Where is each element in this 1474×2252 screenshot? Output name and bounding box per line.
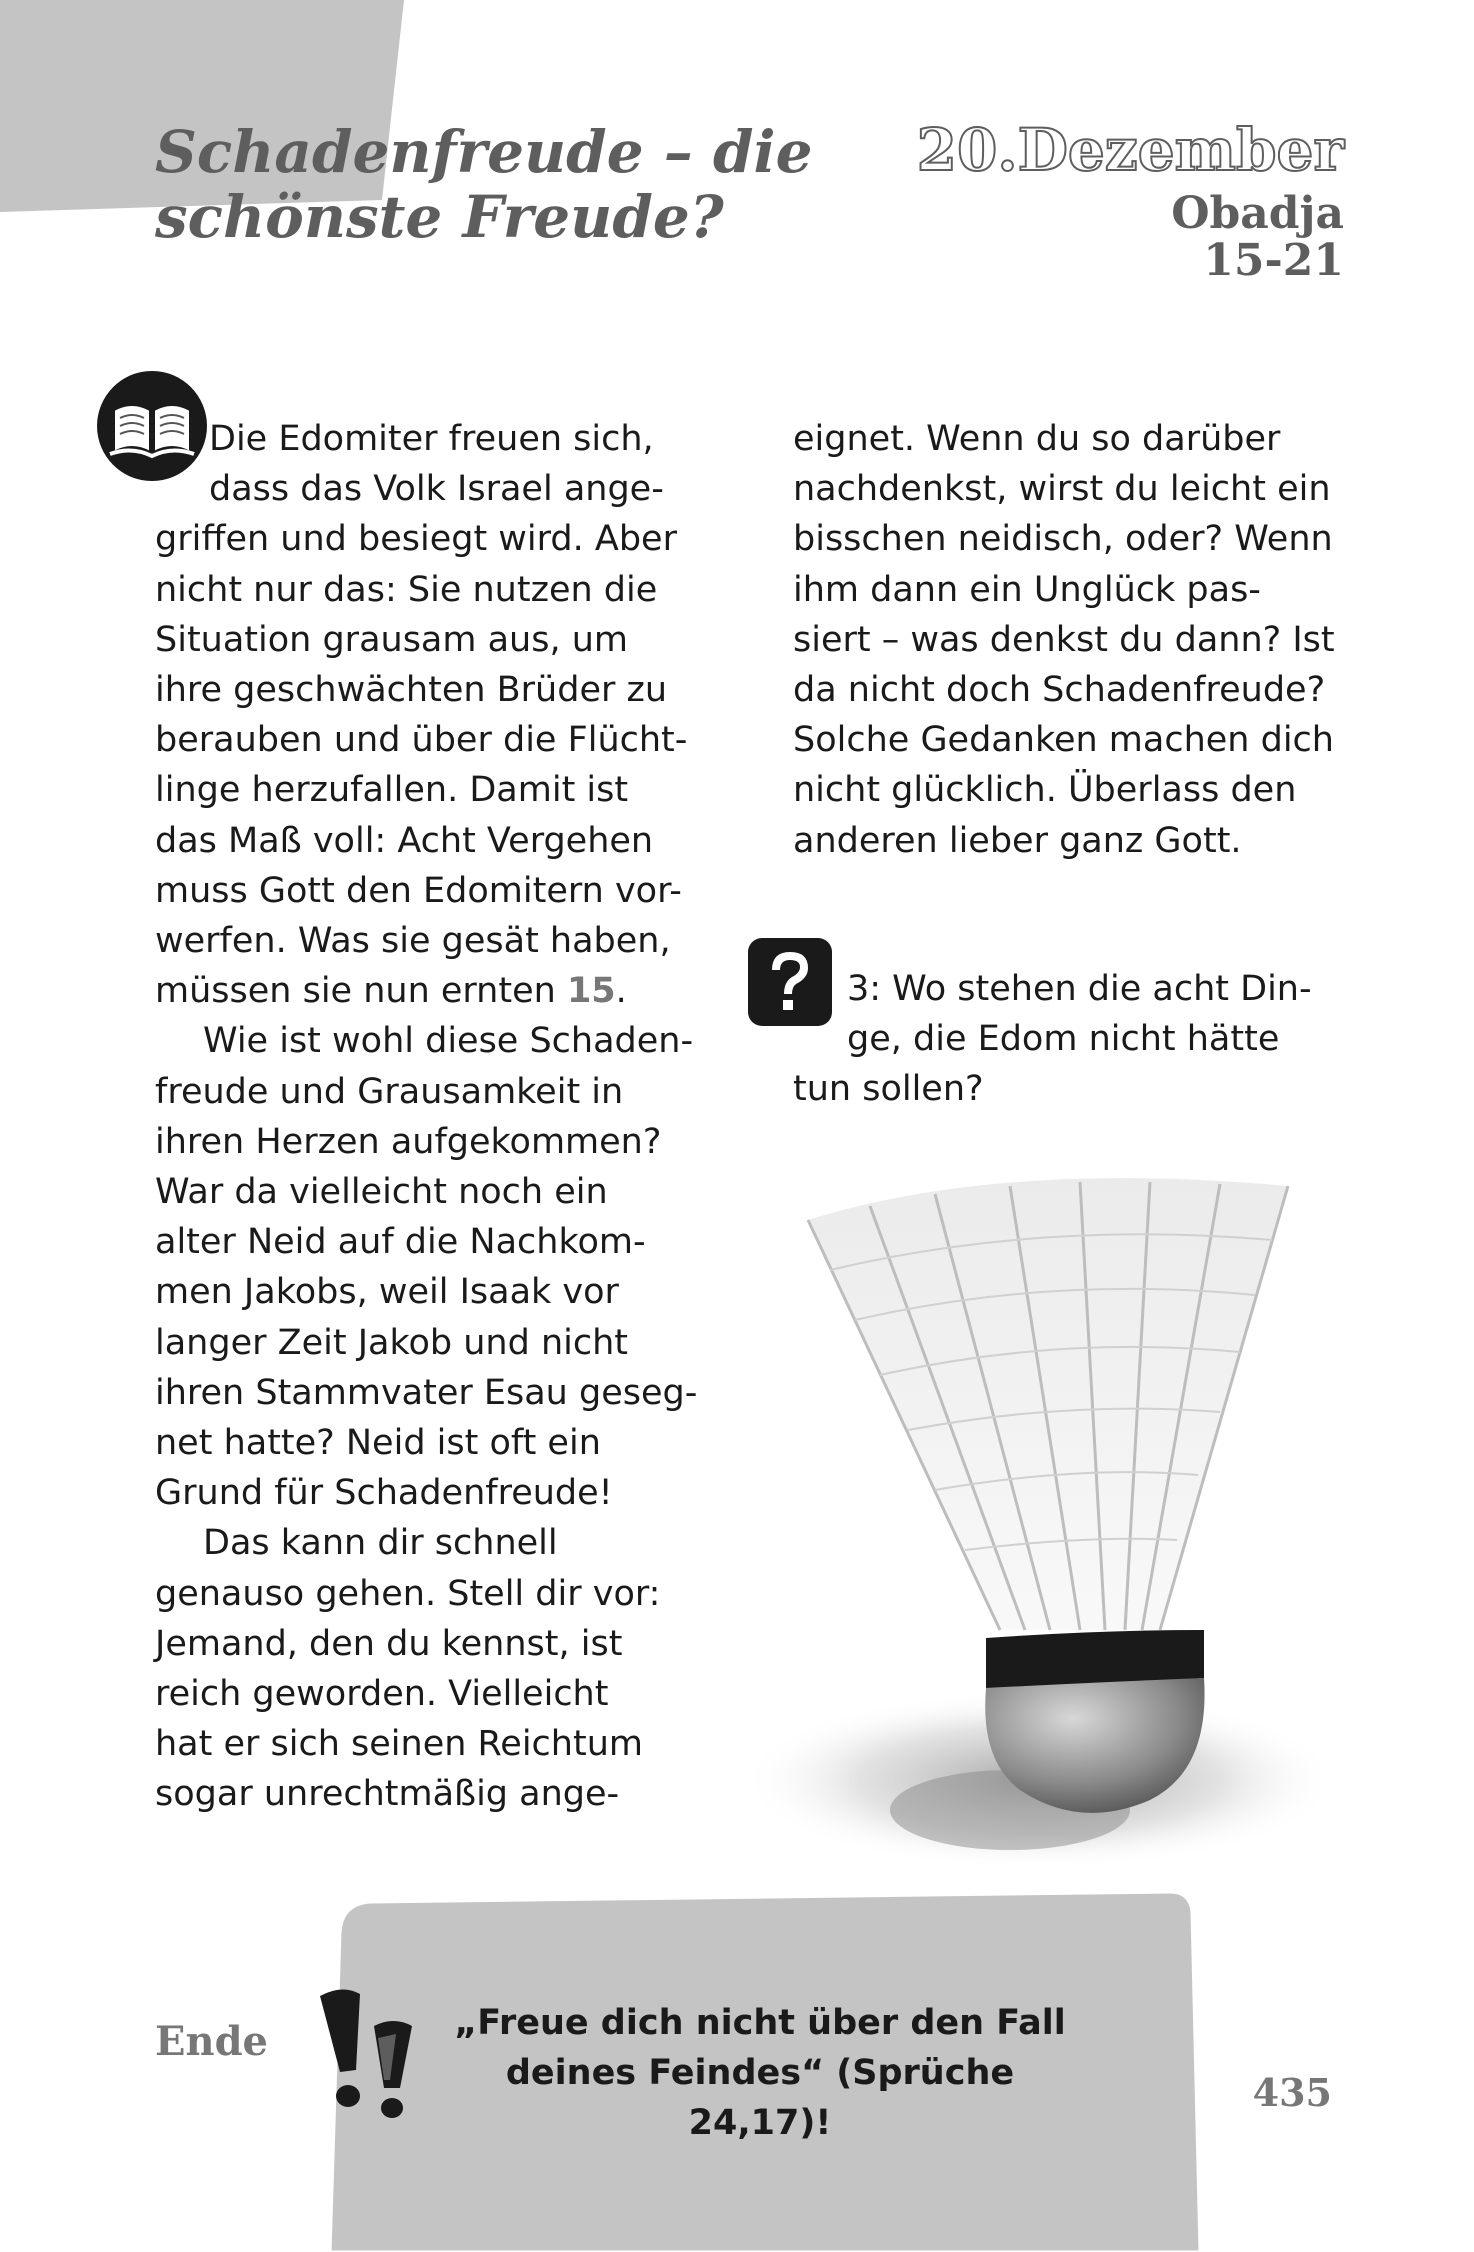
text-line: ihren Herzen aufgekommen? [155,1121,662,1162]
question-line: 3: Wo stehen die acht Din- [847,969,1312,1009]
text-line: griffen und besiegt wird. Aber [155,519,677,560]
title-line: Schadenfreude – die [155,118,813,186]
text-line: alter Neid auf die Nachkom- [155,1222,646,1263]
text-line: berauben und über die Flücht- [155,720,688,761]
paragraph-2 [155,1016,715,1518]
text-line: muss Gott den Edomitern vor- [155,870,682,911]
right-column [793,414,1353,866]
text-line: Wie ist wohl diese Schaden- [203,1021,694,1062]
quote-line: deines Feindes“ (Sprüche 24,17)! [505,2053,1015,2143]
page-title [155,120,812,250]
text-line: men Jakobs, weil Isaak vor [155,1272,619,1313]
question-line: ge, die Edom nicht hätte [847,1019,1280,1060]
memory-verse [440,1998,1080,2148]
paragraph-3 [155,1518,715,1819]
text-punct: . [615,971,627,1012]
text-line: sogar unrechtmäßig ange- [155,1774,620,1815]
text-line: dass das Volk Israel ange- [209,469,664,510]
text-line: müssen sie nun ernten [155,971,556,1012]
verse-range: 15-21 [1203,235,1344,286]
text-line: anderen lieber ganz Gott. [793,820,1242,861]
paragraph-4 [793,414,1353,866]
text-line: werfen. Was sie gesät haben, [155,921,671,962]
page-number: 435 [1252,2070,1332,2115]
end-label: Ende [155,2018,268,2065]
text-line: nicht nur das: Sie nutzen die [155,569,658,610]
text-line: net hatte? Neid ist oft ein [155,1423,601,1464]
text-line: da nicht doch Schadenfreude? [793,670,1326,711]
verse-number: 15 [566,971,616,1012]
title-line: schönste Freude? [155,183,724,251]
text-line: siert – was denkst du dann? Ist [793,619,1335,660]
text-line: ihren Stammvater Esau geseg- [155,1372,698,1413]
text-line: Jemand, den du kennst, ist [155,1623,623,1664]
paragraph-1 [155,414,715,1016]
text-line: das Maß voll: Acht Vergehen [155,820,654,861]
date-heading: 20.Dezember [916,116,1344,184]
text-line: Situation grausam aus, um [155,619,628,660]
text-line: nachdenkst, wirst du leicht ein [793,469,1331,510]
text-line: Das kann dir schnell [203,1523,558,1564]
text-line: ihre geschwächten Brüder zu [155,670,668,711]
text-line: Grund für Schadenfreude! [155,1473,613,1514]
left-column [155,414,715,1820]
text-line: eignet. Wenn du so darüber [793,419,1281,459]
text-line: bisschen neidisch, oder? Wenn [793,519,1333,560]
text-line: Die Edomiter freuen sich, [209,419,654,459]
text-line: Solche Gedanken machen dich [793,720,1334,761]
text-line: War da vielleicht noch ein [155,1172,608,1213]
question-line: tun sollen? [793,1069,984,1110]
text-line: linge herzufallen. Damit ist [155,770,629,811]
text-line: genauso gehen. Stell dir vor: [155,1573,661,1614]
text-line: freude und Grausamkeit in [155,1071,624,1112]
text-line: ihm dann ein Unglück pas- [793,569,1261,610]
text-line: reich geworden. Vielleicht [155,1674,609,1715]
book-name: Obadja [1171,188,1344,239]
bible-reference [1171,190,1344,284]
text-line: nicht glücklich. Überlass den [793,770,1297,811]
shuttlecock-image [680,1090,1320,1890]
exclamation-icon [312,1984,418,2124]
text-line: hat er sich seinen Reichtum [155,1724,643,1765]
text-line: langer Zeit Jakob und nicht [155,1322,629,1363]
quote-line: „Freue dich nicht über den Fall [454,2003,1066,2043]
